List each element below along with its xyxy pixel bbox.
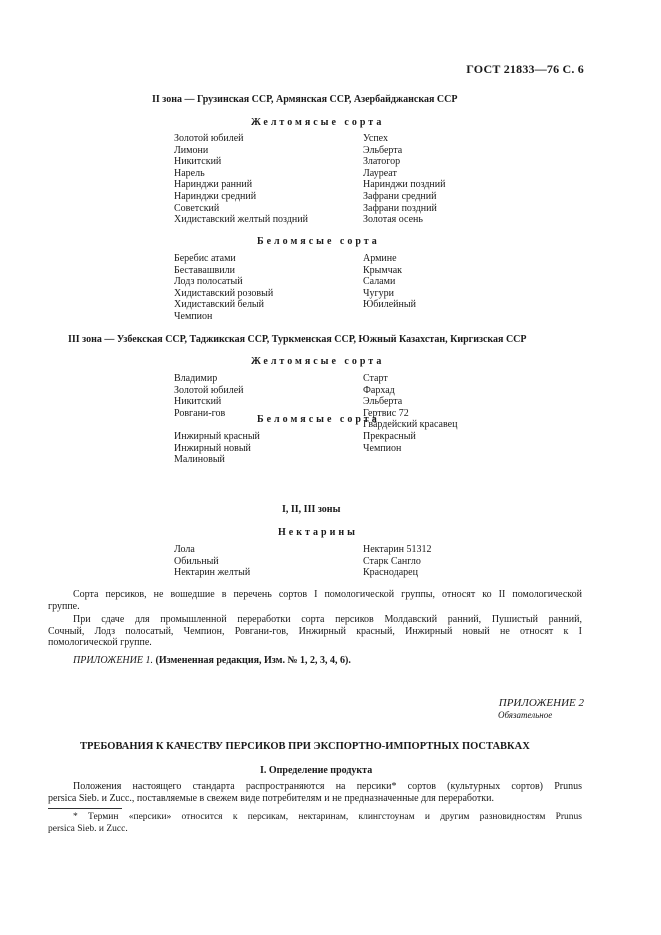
appendix2-label: ПРИЛОЖЕНИЕ 2 — [498, 697, 584, 709]
zone2-yellow-heading: Желтомясые сорта — [251, 117, 385, 128]
text-line: persica Sieb. и Zucc., поставляемые в свежем виде потребителям и не предназначенные для переработки. — [48, 792, 494, 804]
zone2-white-right-list — [363, 253, 416, 311]
list-item: Старк Сангло — [363, 555, 421, 567]
list-item: Зафрани средний — [363, 190, 437, 202]
amendment-note: (Измененная редакция, Изм. № 1, 2, 3, 4, 6). — [155, 655, 351, 666]
zone3-white-right-list — [363, 431, 416, 454]
list-item: Старт — [363, 373, 388, 384]
list-item: Нарель — [174, 167, 205, 179]
zone3-white-left-list — [174, 431, 260, 466]
paragraph-industrial-processing — [48, 614, 582, 649]
list-item: Наринджи средний — [174, 190, 257, 202]
list-item: Гертвис 72 — [363, 407, 409, 419]
list-item: Салами — [363, 276, 396, 288]
list-item: Никитский — [174, 396, 222, 408]
list-item: Краснодарец — [363, 567, 418, 579]
zone2-yellow-right-list — [363, 133, 445, 226]
paragraph-pomological-group — [48, 589, 582, 612]
list-item: Обильный — [174, 555, 219, 567]
list-item: Золотая осень — [363, 214, 423, 226]
appendix1-note — [73, 655, 351, 666]
list-item: Златогор — [363, 156, 401, 168]
list-item: Лола — [174, 544, 195, 555]
zone3-white-heading: Беломясые сорта — [257, 414, 380, 425]
text-line: группе. — [48, 600, 80, 612]
appendix1-label: ПРИЛОЖЕНИЕ 1. — [73, 655, 153, 666]
list-item: Золотой юбилей — [174, 384, 244, 396]
text-line: Сорта персиков, не вошедшие в перечень сортов I помологической группы, относят ко II помологической — [73, 589, 582, 600]
list-item: Ровгани-гов — [174, 407, 226, 419]
text-line: persica Sieb. и Zucc. — [48, 823, 128, 834]
list-item: Чугури — [363, 287, 394, 299]
all-zones-title: I, II, III зоны — [282, 504, 341, 515]
list-item: Лодз полосатый — [174, 276, 243, 288]
zone2-title: II зона — Грузинская ССР, Армянская ССР, Азербайджанская ССР — [152, 94, 458, 105]
list-item: Чемпион — [363, 442, 402, 454]
footnote-divider — [48, 808, 122, 809]
list-item: Зафрани поздний — [363, 202, 437, 214]
nectarines-left-list — [174, 544, 250, 579]
list-item: Успех — [363, 133, 388, 144]
list-item: Никитский — [174, 156, 222, 168]
list-item: Гвардейский красавец — [363, 419, 458, 431]
text-line: Сочный, Лодз полосатый, Чемпион, Ровгани-гов, Инжирный красный, Инжирный новый не относят к I — [48, 625, 582, 637]
zone3-yellow-heading: Желтомясые сорта — [251, 356, 385, 367]
zone2-yellow-left-list — [174, 133, 308, 226]
list-item: Инжирный красный — [174, 431, 260, 442]
zone2-white-left-list — [174, 253, 273, 323]
list-item: Инжирный новый — [174, 442, 251, 454]
text-line: Положения настоящего стандарта распространяются на персики* сортов (культурных сортов) Prunus — [73, 781, 582, 792]
zone2-white-heading: Беломясые сорта — [257, 236, 380, 247]
list-item: Фархад — [363, 384, 395, 396]
list-item: Золотой юбилей — [174, 133, 244, 144]
list-item: Малиновый — [174, 454, 225, 466]
list-item: Армине — [363, 253, 397, 264]
list-item: Хидиставский белый — [174, 299, 264, 311]
list-item: Лауреат — [363, 167, 397, 179]
nectarines-right-list — [363, 544, 432, 579]
zone3-title: III зона — Узбекская ССР, Таджикская ССР, Туркменская ССР, Южный Казахстан, Киргизская ССР — [68, 334, 527, 345]
list-item: Эльберта — [363, 144, 403, 156]
page-header: ГОСТ 21833—76 С. 6 — [466, 62, 584, 76]
list-item: Наринджи ранний — [174, 179, 253, 191]
footnote — [48, 812, 582, 835]
list-item: Нектарин 51312 — [363, 544, 432, 555]
list-item: Советский — [174, 202, 220, 214]
list-item: Крымчак — [363, 264, 403, 276]
list-item: Нектарин желтый — [174, 567, 251, 579]
nectarines-heading: Нектарины — [278, 527, 358, 538]
list-item: Беставашвили — [174, 264, 235, 276]
list-item: Владимир — [174, 373, 218, 384]
list-item: Хидиставский желтый поздний — [174, 214, 308, 226]
zone3-yellow-left-list — [174, 373, 244, 419]
list-item: Прекрасный — [363, 431, 416, 442]
list-item: Юбилейный — [363, 299, 416, 311]
subsection-title: I. Определение продукта — [260, 765, 373, 776]
list-item: Лимони — [174, 144, 209, 156]
paragraph-product-definition — [48, 781, 582, 804]
list-item: Хидиставский розовый — [174, 287, 274, 299]
appendix2-status: Обязательное — [498, 710, 553, 720]
list-item: Наринджи поздний — [363, 179, 446, 191]
text-line: * Термин «персики» относится к персикам, нектаринам, клингстоунам и другим разновидностям Prunus — [73, 812, 582, 822]
list-item: Эльберта — [363, 396, 403, 408]
section-title: ТРЕБОВАНИЯ К КАЧЕСТВУ ПЕРСИКОВ ПРИ ЭКСПОРТНО-ИМПОРТНЫХ ПОСТАВКАХ — [80, 741, 530, 752]
text-line: помологической группе. — [48, 637, 152, 649]
list-item: Беребис атами — [174, 253, 236, 264]
list-item: Чемпион — [174, 310, 213, 322]
text-line: При сдаче для промышленной переработки сорта персиков Молдавский ранний, Пушистый ранний, — [73, 614, 582, 625]
